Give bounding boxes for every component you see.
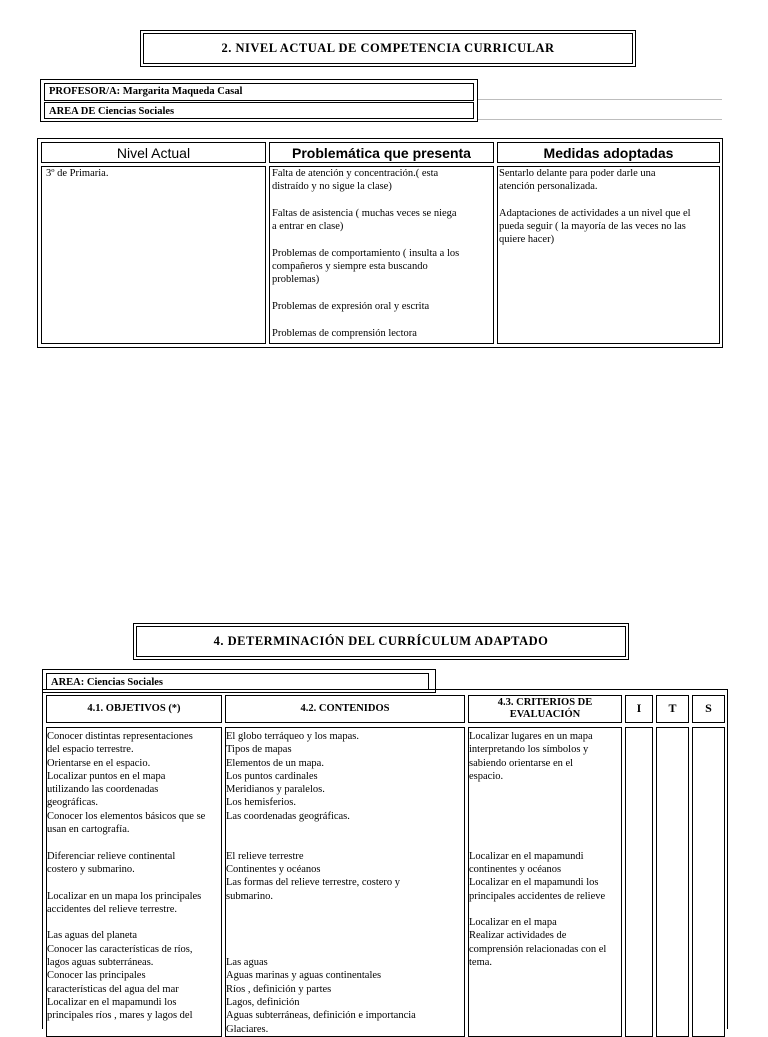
header-t: T — [656, 695, 689, 723]
header-criterios: 4.3. CRITERIOS DE EVALUACIÓN — [468, 695, 622, 723]
criterios-value: Localizar lugares en un mapa interpretando los símbolos y sabiendo orientarse en el espacio. Localizar en el mapamundi continentes y océanos Localizar en el mapamundi los principales accidentes de relieve Localizar en el mapa Realizar actividades de comprensión relacionadas con el tema. — [469, 731, 607, 969]
curriculum-table — [42, 689, 728, 1035]
section-4-title: 4. DETERMINACIÓN DEL CURRÍCULUM ADAPTADO — [213, 634, 549, 648]
section-2-title-box — [140, 30, 636, 67]
contenidos-value: El globo terráqueo y los mapas. Tipos de mapas Elementos de un mapa. Los puntos cardinales Meridianos y paralelos. Los hemisferios. Las coordenadas geográficas. El relieve terrestre Continentes y océanos Las formas del relieve terrestre, costero y submarino. Las aguas Aguas marinas y aguas continentales Ríos , definición y partes Lagos, definición Aguas subterráneas, definición e importancia Glaciares. — [226, 731, 416, 1035]
objetivos-value: Conocer distintas representaciones del espacio terrestre. Orientarse en el espacio. Localizar puntos en el mapa utilizando las coordenadas geográficas. Conocer los elementos básicos que se usan en cartografía. Diferenciar relieve continental costero y submarino. Localizar en un mapa los principales accidentes del relieve terrestre. Las aguas del planeta Conocer las características de ríos, lagos aguas subterráneas. Conocer las principales características del agua del mar Localizar en el mapamundi los principales ríos , mares y lagos del — [47, 731, 206, 1022]
problematica-value: Falta de atención y concentración.( esta distraído y no sigue la clase) Faltas de asistencia ( muchas veces se niega a entrar en clase) Problemas de comportamiento ( insulta a los compañeros y siempre esta buscando problemas) Problemas de expresión oral y escrita Problemas de comprensión lectora — [272, 168, 460, 339]
nivel-table — [37, 138, 723, 348]
profesor-label: PROFESOR/A: Margarita Maqueda Casal — [49, 86, 243, 97]
section-4-title-box — [133, 623, 629, 660]
cell-s — [692, 727, 725, 1037]
header-contenidos: 4.2. CONTENIDOS — [225, 695, 465, 723]
area-underline — [478, 119, 722, 120]
cell-i — [625, 727, 653, 1037]
medidas-value: Sentarlo delante para poder darle una atención personalizada. Adaptaciones de actividades a un nivel que el pueda seguir ( la mayoría de las veces no las quiere hacer) — [499, 168, 691, 246]
cell-nivel-actual — [41, 166, 266, 344]
header-s: S — [692, 695, 725, 723]
area-4-label: AREA: Ciencias Sociales — [51, 677, 163, 688]
header-nivel-actual: Nivel Actual — [41, 142, 266, 163]
section-2-title: 2. NIVEL ACTUAL DE COMPETENCIA CURRICULAR — [221, 41, 555, 55]
profesor-area-box — [40, 79, 478, 122]
nivel-value: 3º de Primaria. — [46, 168, 109, 179]
area-label: AREA DE Ciencias Sociales — [49, 106, 175, 117]
header-objetivos: 4.1. OBJETIVOS (*) — [46, 695, 222, 723]
profesor-underline — [478, 99, 722, 100]
header-medidas: Medidas adoptadas — [497, 142, 720, 163]
header-i: I — [625, 695, 653, 723]
header-problematica: Problemática que presenta — [269, 142, 494, 163]
cell-t — [656, 727, 689, 1037]
